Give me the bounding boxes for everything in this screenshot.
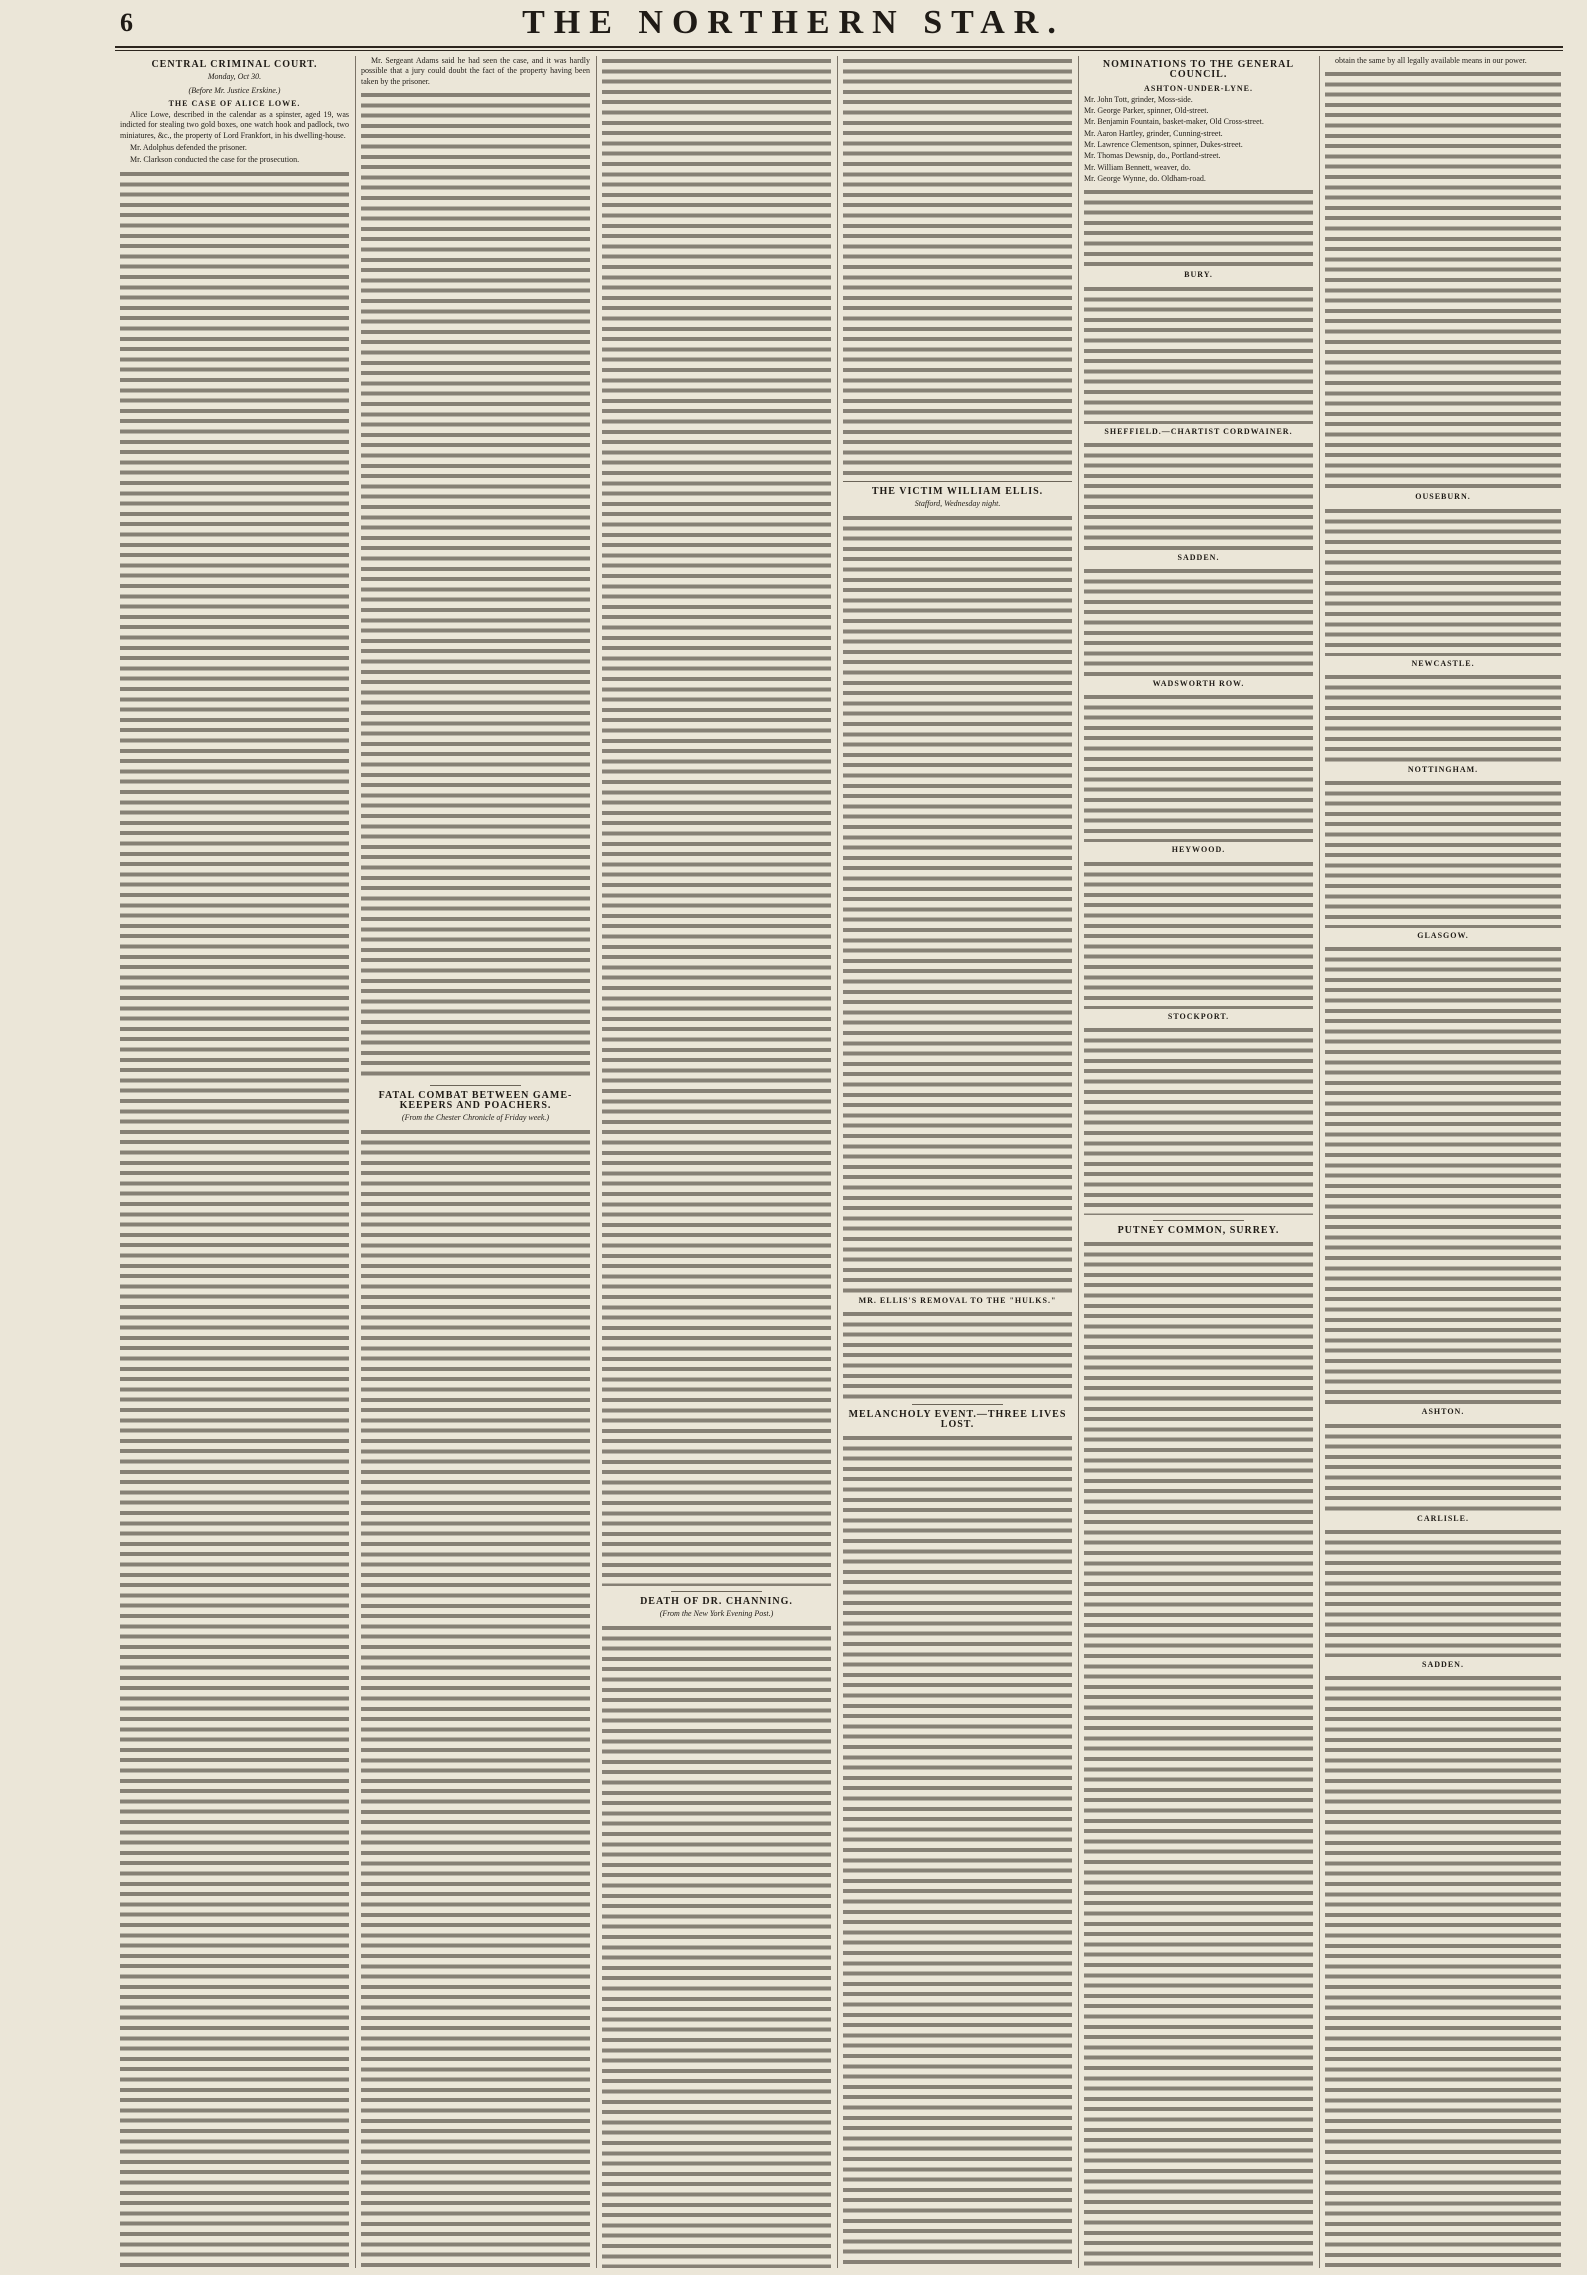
dateline: Stafford, Wednesday night. (914, 499, 1001, 509)
article-body-text (602, 56, 831, 1586)
nominee: Mr. George Parker, spinner, Old-street. (1084, 106, 1209, 116)
column-divider (837, 56, 838, 2268)
column-divider (596, 56, 597, 2268)
nominee: Mr. William Bennett, weaver, do. (1084, 162, 1191, 172)
article-paragraph: obtain the same by all legally available means in our power. (1335, 56, 1527, 65)
nominee: Mr. George Wynne, do. Oldham-road. (1084, 173, 1206, 183)
place-heading: NOTTINGHAM. (1407, 764, 1479, 774)
page-number: 6 (120, 8, 133, 37)
article-body-text (1325, 672, 1561, 762)
place-heading: SADDEN. (1177, 552, 1220, 562)
article-body-text (843, 513, 1072, 1293)
nominee: Mr. John Tott, grinder, Moss-side. (1084, 94, 1193, 104)
place-heading: STOCKPORT. (1167, 1011, 1230, 1021)
column-2 (361, 56, 590, 2268)
article-paragraph: Alice Lowe, described in the calendar as a spinster, aged 19, was indicted for stealing two gold boxes, one watch hook and padlock, two miniatures, &c., the property of Lord Frankfort, in his dwelling-house. (120, 110, 349, 140)
nominee-list-text (1084, 440, 1313, 550)
column-1 (120, 56, 349, 2268)
column-divider (1078, 56, 1079, 2268)
column-divider (1319, 56, 1320, 2268)
place-heading: OUSEBURN. (1415, 492, 1471, 502)
place-heading: SADDEN. (1422, 1660, 1464, 1670)
article-body-text (843, 1433, 1072, 2268)
place-heading: SHEFFIELD.—CHARTIST CORDWAINER. (1104, 426, 1293, 436)
headline-william-ellis: THE VICTIM WILLIAM ELLIS. (871, 486, 1044, 497)
article-body-text (1325, 1421, 1561, 1511)
dateline: Monday, Oct 30. (207, 72, 262, 82)
section-separator (1153, 1220, 1245, 1221)
section-separator (912, 1404, 1004, 1405)
article-body-text (1084, 1239, 1313, 2268)
article-paragraph: Mr. Adolphus defended the prisoner. (130, 143, 247, 153)
nominee: Mr. Benjamin Fountain, basket-maker, Old Cross-street. (1084, 117, 1264, 127)
headline-criminal-court: CENTRAL CRIMINAL COURT. (151, 59, 318, 70)
nominee-list-text (1084, 284, 1313, 424)
article-body-text (602, 1623, 831, 2268)
place-heading: CARLISLE. (1417, 1513, 1469, 1523)
article-body-text (843, 56, 1072, 476)
place-heading: ASHTON. (1421, 1407, 1465, 1417)
place-heading: HEYWOOD. (1171, 845, 1226, 855)
headline-fatal-combat: FATAL COMBAT BETWEEN GAME-KEEPERS AND POACHERS. (378, 1089, 573, 1112)
nominee: Mr. Aaron Hartley, grinder, Cunning-street. (1084, 128, 1223, 138)
section-rule (843, 481, 1072, 482)
section-separator (430, 1085, 522, 1086)
headline-putney-common: PUTNEY COMMON, SURREY. (1117, 1225, 1280, 1237)
article-body-text (1325, 778, 1561, 928)
nominee-list-text (1084, 859, 1313, 1009)
article-paragraph: Mr. Sergeant Adams said he had seen the case, and it was hardly possible that a jury could doubt the fact of the property having been taken by the prisoner. (361, 56, 590, 86)
headline-nominations: NOMINATIONS TO THE GENERAL COUNCIL. (1102, 59, 1295, 81)
article-source: (From the New York Evening Post.) (659, 1609, 774, 1619)
column-6 (1325, 56, 1561, 2268)
article-paragraph: Mr. Clarkson conducted the case for the prosecution. (130, 155, 300, 165)
masthead-rule (115, 46, 1563, 48)
nominee-list-text (1084, 692, 1313, 842)
court-judge: (Before Mr. Justice Erskine.) (188, 85, 281, 95)
article-body-text (361, 90, 590, 1080)
article-body-text (843, 1309, 1072, 1399)
place-heading: WADSWORTH ROW. (1152, 679, 1245, 689)
case-title: THE CASE OF ALICE LOWE. (168, 98, 301, 108)
nominee-list-text (1084, 566, 1313, 676)
nominee-list (1084, 95, 1313, 184)
subheadline-removal: MR. ELLIS'S REMOVAL TO THE "HULKS." (858, 1295, 1057, 1305)
article-body-text (120, 169, 349, 2268)
place-heading: ASHTON-UNDER-LYNE. (1144, 83, 1253, 93)
column-3 (602, 56, 831, 2268)
column-4 (843, 56, 1072, 2268)
nominee-list-text (1084, 187, 1313, 267)
article-body-text (1325, 944, 1561, 1404)
masthead-rule-thin (115, 50, 1563, 51)
article-body-text (361, 1127, 590, 2268)
article-body-text (1325, 69, 1561, 489)
place-heading: NEWCASTLE. (1411, 658, 1475, 668)
nominee-list-text (1084, 1025, 1313, 1215)
headline-death-channing: DEATH OF DR. CHANNING. (640, 1596, 793, 1607)
article-body-text (1325, 506, 1561, 656)
place-heading: BURY. (1184, 270, 1213, 280)
place-heading: GLASGOW. (1417, 931, 1469, 941)
section-separator (671, 1591, 763, 1592)
masthead-title: THE NORTHERN STAR. (522, 4, 1065, 41)
nominee: Mr. Thomas Dewsnip, do., Portland-street. (1084, 151, 1221, 161)
article-body-text (1325, 1527, 1561, 1657)
article-source: (From the Chester Chronicle of Friday week.) (401, 1113, 550, 1123)
column-divider (355, 56, 356, 2268)
headline-melancholy-event: MELANCHOLY EVENT.—THREE LIVES LOST. (848, 1408, 1067, 1431)
column-5 (1084, 56, 1313, 2268)
article-body-text (1325, 1673, 1561, 2268)
nominee: Mr. Lawrence Clementson, spinner, Dukes-street. (1084, 140, 1243, 150)
